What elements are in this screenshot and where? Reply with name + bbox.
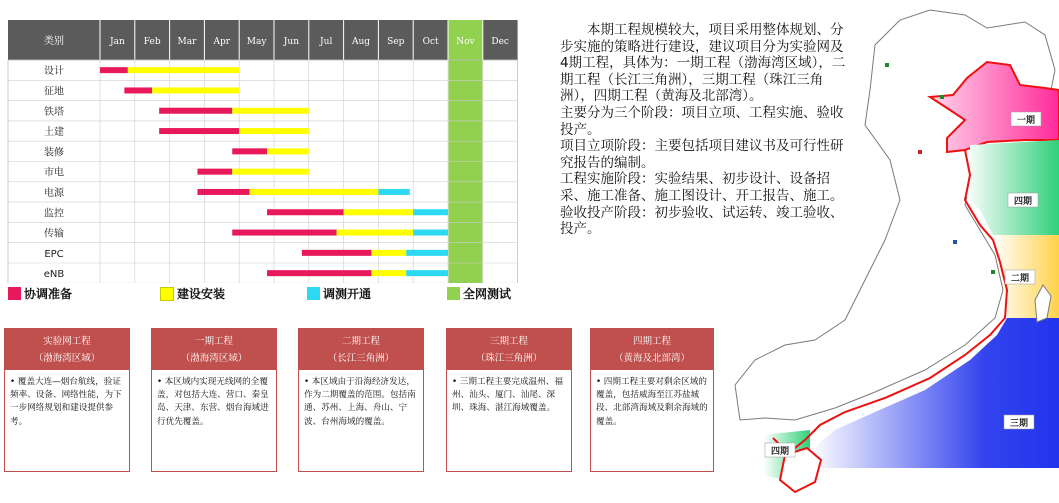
legend-swatch [8, 287, 21, 300]
description-paragraph: 主要分为三个阶段：项目立项、工程实施、验收投产。 [560, 104, 844, 138]
gantt-bar-build [267, 148, 309, 154]
task-label: 传输 [44, 228, 64, 240]
legend-item-prep [8, 285, 72, 302]
gantt-bar-tune [413, 209, 448, 215]
month-header: Jul [320, 37, 333, 47]
phase-title: 四期工程 [632, 336, 671, 347]
task-label: 铁塔 [44, 106, 64, 118]
gantt-bar-prep [197, 169, 232, 175]
gantt-bar-build [239, 128, 309, 134]
task-label: 装修 [44, 147, 64, 159]
phase-card-header [299, 329, 423, 370]
gantt-bar-build [152, 87, 239, 93]
coastal-map [725, 0, 1059, 500]
site-marker [953, 240, 957, 244]
task-label: 土建 [44, 127, 64, 139]
gantt-bar-prep [232, 230, 336, 236]
month-header: Oct [422, 37, 439, 47]
phase-region: （渤海湾区域） [33, 353, 101, 364]
description-paragraph: 验收投产阶段：初步验收、试运转、竣工验收、投产。 [560, 204, 844, 238]
phase-card-phase2 [298, 328, 424, 472]
task-label: EPC [44, 248, 64, 260]
legend [0, 285, 530, 305]
month-header: Aug [351, 37, 371, 47]
month-header: Feb [143, 37, 161, 47]
phase-description: • 四期工程主要对剩余区域的覆盖，包括威海至江苏盐城段、北部湾海域及剩余海域的覆盖。 [596, 377, 708, 427]
map-label: 一期 [1016, 116, 1036, 126]
legend-item-tune [307, 285, 371, 302]
legend-item-test [447, 285, 511, 302]
gantt-bar-prep [267, 209, 344, 215]
month-header: Dec [491, 37, 509, 47]
phase-description: • 三期工程主要完成温州、福州、汕头、厦门、汕尾、深圳、珠海、湛江海域覆盖。 [452, 377, 563, 414]
gantt-bar-build [128, 67, 239, 73]
gantt-chart [0, 0, 530, 283]
phase-card-phase3 [446, 328, 572, 472]
phase-card-header [152, 329, 276, 370]
gantt-bar-build [232, 169, 309, 175]
site-marker [940, 95, 944, 99]
gantt-bar-prep [124, 87, 152, 93]
legend-swatch [160, 287, 174, 301]
gantt-bar-prep [159, 108, 232, 114]
phase-region: （长江三角洲） [327, 353, 395, 364]
gantt-bar-build [232, 108, 309, 114]
phase-title: 一期工程 [194, 336, 233, 347]
gantt-bar-prep [100, 67, 128, 73]
legend-label: 调测开通 [323, 287, 372, 301]
map-label: 三期 [1009, 419, 1029, 429]
gantt-bar-tune [406, 250, 448, 256]
map-label: 四期 [770, 447, 790, 457]
phase-region: （渤海湾区域） [180, 353, 248, 364]
site-marker [991, 270, 995, 274]
description-paragraph: 项目立项阶段：主要包括项目建议书及可行性研究报告的编制。 [560, 138, 844, 171]
phase-description: • 本区域由于沿海经济发达，作为二期覆盖的范围。包括南通、苏州、上海、舟山、宁波、台州海域的覆盖。 [304, 377, 416, 427]
gantt-bar-prep [197, 189, 249, 195]
month-header: Jun [283, 37, 300, 47]
legend-label: 建设安装 [177, 287, 226, 301]
gantt-bar-build [371, 250, 406, 256]
month-header: Mar [177, 37, 197, 47]
task-label: 征地 [44, 86, 64, 98]
month-header: Nov [456, 37, 475, 47]
map-label: 四期 [1013, 197, 1033, 207]
task-label: 市电 [44, 167, 64, 179]
region-phase4-yellow-sea [965, 140, 1059, 235]
phase-title: 二期工程 [341, 336, 380, 347]
gantt-bar-build [250, 189, 379, 195]
gantt-bar-prep [232, 148, 267, 154]
task-label: 设计 [44, 66, 64, 78]
gantt-bar-tune [378, 189, 409, 195]
month-header: Apr [213, 37, 231, 47]
phase-card-pilot [4, 328, 130, 472]
legend-swatch [447, 287, 460, 300]
site-marker [885, 63, 889, 67]
site-marker [918, 150, 922, 154]
gantt-bar-build [371, 270, 406, 276]
legend-label: 全网测试 [463, 287, 512, 301]
month-header: Sep [387, 37, 405, 47]
phase-card-header [5, 329, 129, 370]
gantt-bar-build [344, 209, 414, 215]
gantt-bar-prep [267, 270, 371, 276]
map-label: 二期 [1010, 274, 1030, 284]
description-paragraph: 本期工程规模较大，项目采用整体规划、分步实施的策略进行建设，建议项目分为实验网及4期工程，具体为：一期工程（渤海湾区域），二期工程（长江三角洲），三期工程（珠江三角洲），四期工程（黄海及北部湾）。 [560, 22, 846, 105]
task-label: 电源 [44, 187, 64, 199]
gantt-bar-tune [413, 230, 448, 236]
phase-region: （珠江三角洲） [475, 353, 543, 364]
phase-card-phase1 [151, 328, 277, 472]
month-header: May [246, 37, 267, 47]
header-category-label: 类别 [44, 36, 64, 47]
phase-card-phase4 [590, 328, 714, 472]
phase-description: • 本区域内实现无线网的全覆盖，对包括大连、营口、秦皇岛、天津、东营、烟台海域进行优先覆盖。 [157, 377, 269, 427]
task-label: 监控 [44, 208, 64, 220]
legend-label: 协调准备 [24, 287, 73, 301]
phase-region: （黄海及北部湾） [613, 353, 690, 364]
phase-title: 三期工程 [489, 336, 528, 347]
phase-title: 实验网工程 [43, 336, 91, 347]
gantt-bar-tune [406, 270, 448, 276]
phase-card-header [447, 329, 571, 370]
gantt-bar-prep [302, 250, 372, 256]
legend-item-build [160, 285, 225, 302]
phase-description: • 覆盖大连—烟台航线，验证频率、设备、网络性能，为下一步网络规划和建设提供参考。 [10, 377, 122, 427]
description-paragraph: 工程实施阶段：实验结果、初步设计、设备招采、施工准备、施工图设计、开工报告、施工。 [560, 171, 844, 204]
gantt-bar-build [337, 230, 414, 236]
task-label: eNB [43, 269, 65, 281]
test-month-column [448, 20, 483, 283]
month-header: Jan [110, 37, 125, 47]
phase-card-header [591, 329, 713, 370]
gantt-bar-prep [159, 128, 239, 134]
legend-swatch [307, 287, 320, 300]
